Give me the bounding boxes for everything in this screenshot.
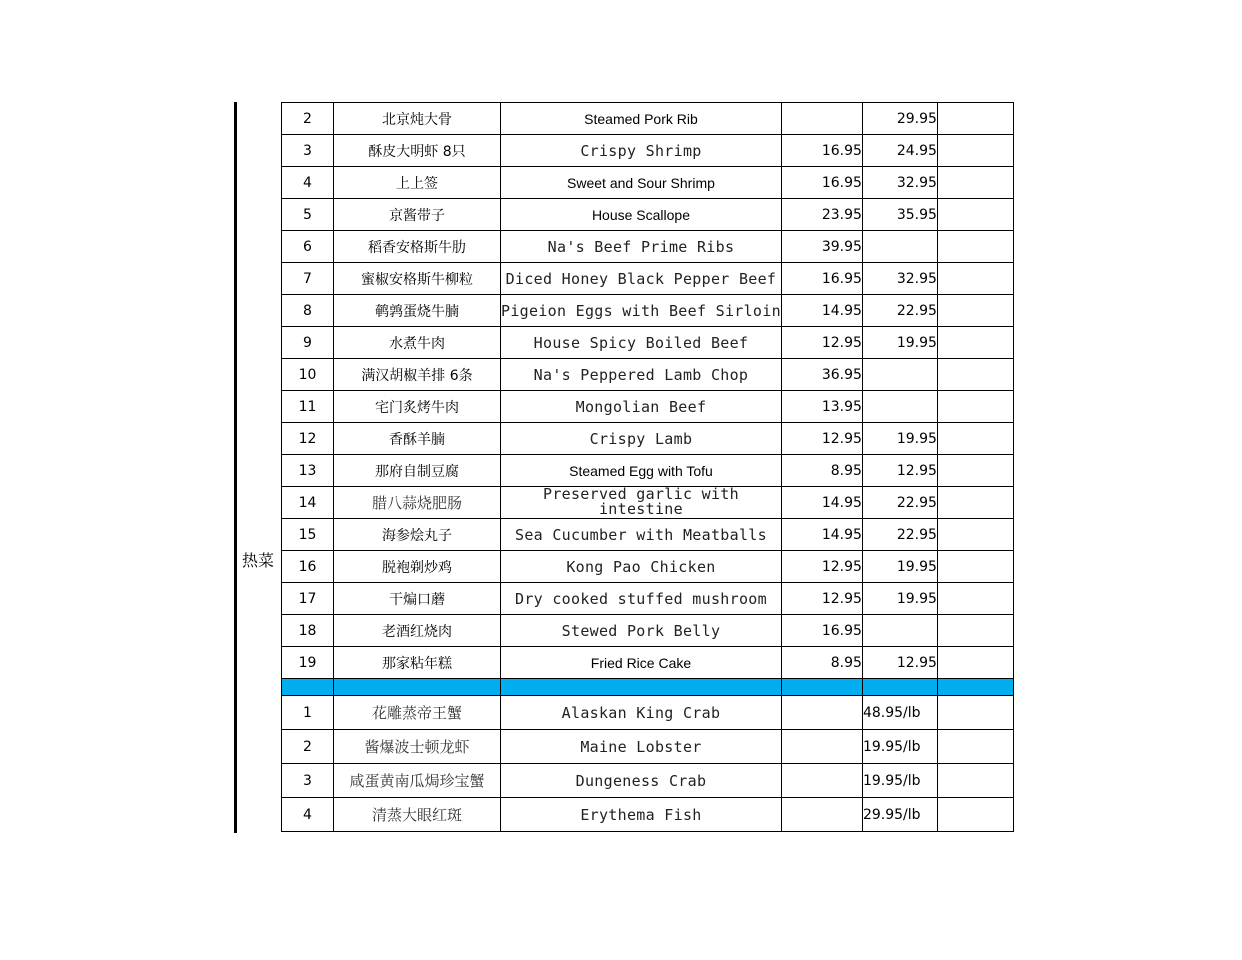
divider-cell bbox=[501, 679, 782, 696]
dish-name-chinese: 酱爆波士顿龙虾 bbox=[334, 730, 501, 764]
price-large: 12.95 bbox=[862, 647, 937, 679]
dish-number: 7 bbox=[282, 263, 334, 295]
dish-number: 8 bbox=[282, 295, 334, 327]
empty-cell bbox=[937, 696, 1013, 730]
dish-name-chinese: 老酒红烧肉 bbox=[334, 615, 501, 647]
empty-cell bbox=[937, 391, 1013, 423]
market-price: 29.95/lb bbox=[862, 798, 937, 832]
dish-name-english: Crispy Shrimp bbox=[501, 135, 782, 167]
dish-name-english: Pigeion Eggs with Beef Sirloin bbox=[501, 295, 782, 327]
empty-cell bbox=[781, 696, 862, 730]
price-small: 23.95 bbox=[781, 199, 862, 231]
dish-number: 11 bbox=[282, 391, 334, 423]
dish-name-english: Stewed Pork Belly bbox=[501, 615, 782, 647]
section-divider-row bbox=[282, 679, 1014, 696]
market-price: 19.95/lb bbox=[862, 764, 937, 798]
dish-number: 6 bbox=[282, 231, 334, 263]
section-bracket-line bbox=[234, 102, 237, 833]
dish-name-chinese: 上上签 bbox=[334, 167, 501, 199]
empty-cell bbox=[937, 327, 1013, 359]
dish-name-english: Dry cooked stuffed mushroom bbox=[501, 583, 782, 615]
dish-name-english: Maine Lobster bbox=[501, 730, 782, 764]
dish-number: 3 bbox=[282, 135, 334, 167]
dish-number: 2 bbox=[282, 730, 334, 764]
table-row bbox=[282, 391, 1014, 423]
market-price: 19.95/lb bbox=[862, 730, 937, 764]
divider-cell bbox=[781, 679, 862, 696]
price-small bbox=[781, 103, 862, 135]
table-row bbox=[282, 295, 1014, 327]
empty-cell bbox=[937, 263, 1013, 295]
empty-cell bbox=[937, 423, 1013, 455]
table-row bbox=[282, 263, 1014, 295]
dish-name-english: Steamed Egg with Tofu bbox=[501, 455, 782, 487]
price-small: 16.95 bbox=[781, 615, 862, 647]
market-price: 48.95/lb bbox=[862, 696, 937, 730]
dish-name-english: Diced Honey Black Pepper Beef bbox=[501, 263, 782, 295]
empty-cell bbox=[937, 231, 1013, 263]
table-row bbox=[282, 423, 1014, 455]
divider-cell bbox=[937, 679, 1013, 696]
empty-cell bbox=[781, 764, 862, 798]
price-large bbox=[862, 615, 937, 647]
price-small: 12.95 bbox=[781, 551, 862, 583]
price-large: 19.95 bbox=[862, 423, 937, 455]
dish-name-chinese: 蜜椒安格斯牛柳粒 bbox=[334, 263, 501, 295]
table-row bbox=[282, 455, 1014, 487]
dish-number: 19 bbox=[282, 647, 334, 679]
table-row bbox=[282, 764, 1014, 798]
dish-name-english: Sea Cucumber with Meatballs bbox=[501, 519, 782, 551]
price-small: 14.95 bbox=[781, 487, 862, 519]
price-large: 32.95 bbox=[862, 263, 937, 295]
price-large: 12.95 bbox=[862, 455, 937, 487]
price-large: 19.95 bbox=[862, 327, 937, 359]
price-large: 19.95 bbox=[862, 583, 937, 615]
dish-name-chinese: 北京炖大骨 bbox=[334, 103, 501, 135]
dish-name-english: House Spicy Boiled Beef bbox=[501, 327, 782, 359]
price-small: 12.95 bbox=[781, 327, 862, 359]
empty-cell bbox=[781, 730, 862, 764]
empty-cell bbox=[937, 551, 1013, 583]
dish-name-english: House Scallope bbox=[501, 199, 782, 231]
dish-name-english: Crispy Lamb bbox=[501, 423, 782, 455]
dish-name-chinese: 清蒸大眼红斑 bbox=[334, 798, 501, 832]
price-small: 8.95 bbox=[781, 455, 862, 487]
price-small: 36.95 bbox=[781, 359, 862, 391]
price-small: 14.95 bbox=[781, 519, 862, 551]
dish-number: 4 bbox=[282, 798, 334, 832]
table-row bbox=[282, 327, 1014, 359]
price-small: 39.95 bbox=[781, 231, 862, 263]
price-small: 13.95 bbox=[781, 391, 862, 423]
dish-name-english: Sweet and Sour Shrimp bbox=[501, 167, 782, 199]
dish-number: 17 bbox=[282, 583, 334, 615]
table-row bbox=[282, 647, 1014, 679]
empty-cell bbox=[937, 798, 1013, 832]
dish-name-chinese: 水煮牛肉 bbox=[334, 327, 501, 359]
price-small: 16.95 bbox=[781, 263, 862, 295]
table-row bbox=[282, 103, 1014, 135]
dish-name-chinese: 花雕蒸帝王蟹 bbox=[334, 696, 501, 730]
table-row bbox=[282, 487, 1014, 519]
dish-number: 4 bbox=[282, 167, 334, 199]
empty-cell bbox=[937, 359, 1013, 391]
table-row bbox=[282, 519, 1014, 551]
table-row bbox=[282, 167, 1014, 199]
dish-name-chinese: 稻香安格斯牛肋 bbox=[334, 231, 501, 263]
dish-name-chinese: 那家粘年糕 bbox=[334, 647, 501, 679]
table-row bbox=[282, 551, 1014, 583]
price-large: 35.95 bbox=[862, 199, 937, 231]
dish-name-english: Fried Rice Cake bbox=[501, 647, 782, 679]
dish-name-english: Na's Peppered Lamb Chop bbox=[501, 359, 782, 391]
dish-name-chinese: 腊八蒜烧肥肠 bbox=[334, 487, 501, 519]
price-large: 29.95 bbox=[862, 103, 937, 135]
empty-cell bbox=[937, 135, 1013, 167]
dish-name-english: Preserved garlic with intestine bbox=[501, 487, 782, 519]
empty-cell bbox=[937, 487, 1013, 519]
section-label-hot-dishes: 热菜 bbox=[242, 551, 275, 570]
dish-number: 10 bbox=[282, 359, 334, 391]
divider-cell bbox=[862, 679, 937, 696]
price-large: 22.95 bbox=[862, 487, 937, 519]
table-row bbox=[282, 135, 1014, 167]
empty-cell bbox=[937, 615, 1013, 647]
price-large: 32.95 bbox=[862, 167, 937, 199]
dish-number: 2 bbox=[282, 103, 334, 135]
dish-name-english: Na's Beef Prime Ribs bbox=[501, 231, 782, 263]
price-small: 14.95 bbox=[781, 295, 862, 327]
price-small: 12.95 bbox=[781, 583, 862, 615]
dish-name-chinese: 脱袍剃炒鸡 bbox=[334, 551, 501, 583]
price-large bbox=[862, 359, 937, 391]
dish-number: 13 bbox=[282, 455, 334, 487]
empty-cell bbox=[937, 764, 1013, 798]
dish-name-chinese: 酥皮大明虾 8只 bbox=[334, 135, 501, 167]
table-row bbox=[282, 615, 1014, 647]
price-large: 19.95 bbox=[862, 551, 937, 583]
price-large bbox=[862, 391, 937, 423]
divider-cell bbox=[334, 679, 501, 696]
empty-cell bbox=[937, 455, 1013, 487]
dish-name-chinese: 咸蛋黄南瓜焗珍宝蟹 bbox=[334, 764, 501, 798]
empty-cell bbox=[937, 167, 1013, 199]
price-large: 22.95 bbox=[862, 519, 937, 551]
dish-name-english: Mongolian Beef bbox=[501, 391, 782, 423]
price-small: 8.95 bbox=[781, 647, 862, 679]
menu-table bbox=[281, 102, 1014, 832]
empty-cell bbox=[937, 519, 1013, 551]
price-small: 16.95 bbox=[781, 135, 862, 167]
dish-name-chinese: 海参烩丸子 bbox=[334, 519, 501, 551]
dish-number: 3 bbox=[282, 764, 334, 798]
price-large: 24.95 bbox=[862, 135, 937, 167]
dish-name-chinese: 鹌鹑蛋烧牛腩 bbox=[334, 295, 501, 327]
dish-name-chinese: 那府自制豆腐 bbox=[334, 455, 501, 487]
table-row bbox=[282, 730, 1014, 764]
empty-cell bbox=[937, 103, 1013, 135]
dish-name-chinese: 干煸口蘑 bbox=[334, 583, 501, 615]
dish-name-chinese: 宅门炙烤牛肉 bbox=[334, 391, 501, 423]
dish-number: 1 bbox=[282, 696, 334, 730]
dish-name-chinese: 京酱带子 bbox=[334, 199, 501, 231]
price-small: 12.95 bbox=[781, 423, 862, 455]
dish-number: 15 bbox=[282, 519, 334, 551]
table-row bbox=[282, 798, 1014, 832]
dish-name-english: Alaskan King Crab bbox=[501, 696, 782, 730]
dish-name-english: Dungeness Crab bbox=[501, 764, 782, 798]
dish-number: 16 bbox=[282, 551, 334, 583]
empty-cell bbox=[937, 583, 1013, 615]
dish-name-english: Steamed Pork Rib bbox=[501, 103, 782, 135]
table-row bbox=[282, 231, 1014, 263]
dish-name-chinese: 满汉胡椒羊排 6条 bbox=[334, 359, 501, 391]
divider-cell bbox=[282, 679, 334, 696]
table-row bbox=[282, 696, 1014, 730]
price-small: 16.95 bbox=[781, 167, 862, 199]
empty-cell bbox=[937, 199, 1013, 231]
empty-cell bbox=[937, 295, 1013, 327]
dish-number: 12 bbox=[282, 423, 334, 455]
dish-name-english: Erythema Fish bbox=[501, 798, 782, 832]
table-row bbox=[282, 199, 1014, 231]
price-large bbox=[862, 231, 937, 263]
table-row bbox=[282, 583, 1014, 615]
dish-number: 5 bbox=[282, 199, 334, 231]
empty-cell bbox=[937, 730, 1013, 764]
dish-number: 14 bbox=[282, 487, 334, 519]
price-large: 22.95 bbox=[862, 295, 937, 327]
dish-name-chinese: 香酥羊腩 bbox=[334, 423, 501, 455]
empty-cell bbox=[781, 798, 862, 832]
dish-number: 18 bbox=[282, 615, 334, 647]
table-row bbox=[282, 359, 1014, 391]
empty-cell bbox=[937, 647, 1013, 679]
dish-number: 9 bbox=[282, 327, 334, 359]
dish-name-english: Kong Pao Chicken bbox=[501, 551, 782, 583]
